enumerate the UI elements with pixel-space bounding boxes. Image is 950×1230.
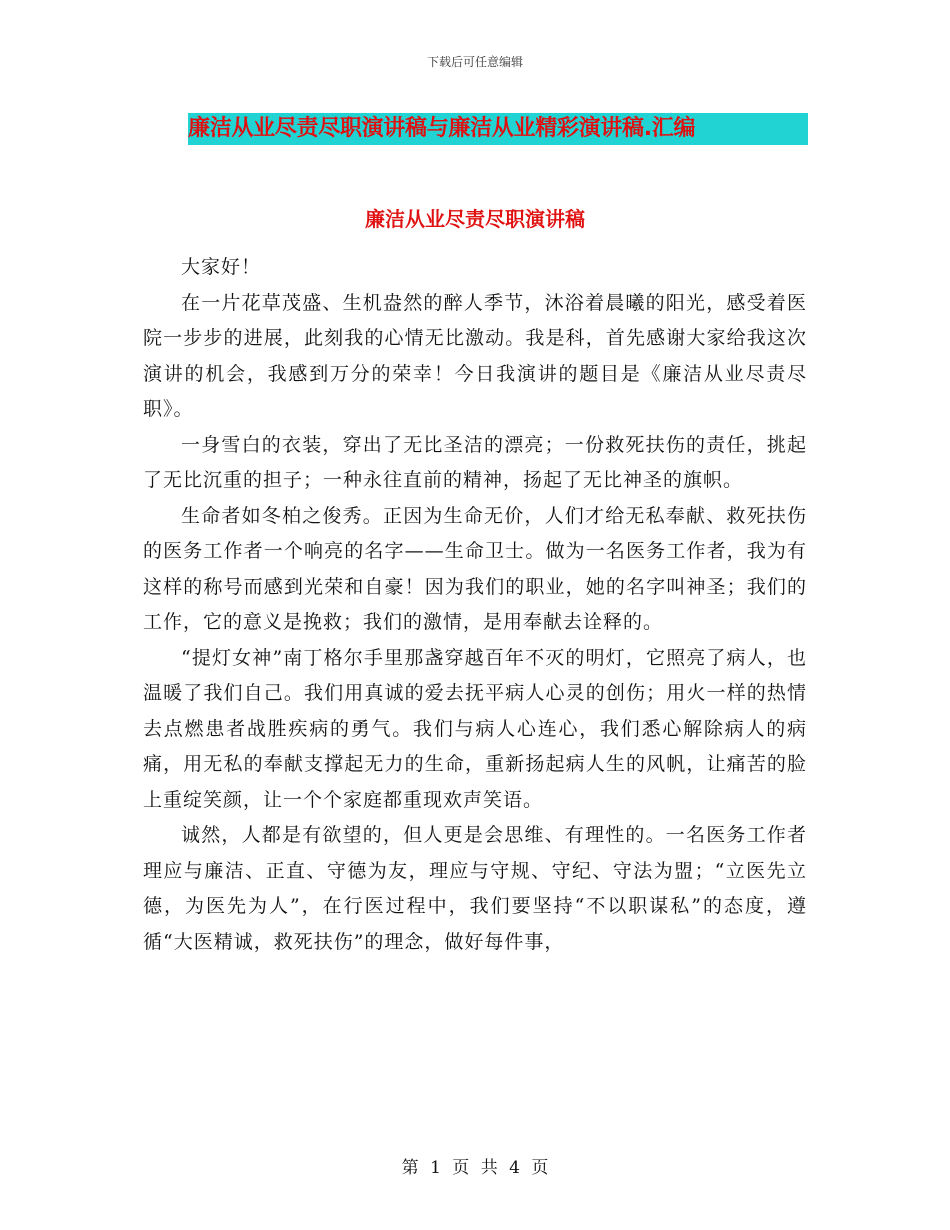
paragraph: 一身雪白的衣装，穿出了无比圣洁的漂亮；一份救死扶伤的责任，挑起了无比沉重的担子；一种永往直前的精神，扬起了无比神圣的旗帜。 <box>143 433 807 491</box>
paragraph-greeting: 大家好！ <box>181 256 262 278</box>
paragraph: 诚然，人都是有欲望的，但人更是会思维、有理性的。一名医务工作者理应与廉洁、正直、守德为友，理应与守规、守纪、守法为盟；“立医先立德，为医先为人”，在行医过程中，我们要坚持“不以职谋私”的态度，遵循“大医精诚，救死扶伤”的理念，做好每件事， <box>143 824 807 953</box>
section-title: 廉洁从业尽责尽职演讲稿 <box>365 207 585 231</box>
paragraph: 在一片花草茂盛、生机盎然的醉人季节，沐浴着晨曦的阳光，感受着医院一步步的进展，此刻我的心情无比激动。我是科，首先感谢大家给我这次演讲的机会，我感到万分的荣幸！今日我演讲的题目是《廉洁从业尽责尽职》。 <box>143 291 807 420</box>
page-header-note: 下载后可任意编辑 <box>426 55 523 69</box>
paragraph: 生命者如冬柏之俊秀。正因为生命无价，人们才给无私奉献、救死扶伤的医务工作者一个响亮的名字——生命卫士。做为一名医务工作者，我为有这样的称号而感到光荣和自豪！因为我们的职业，她的名字叫神圣；我们的工作，它的意义是挽救；我们的激情，是用奉献去诠释的。 <box>143 504 807 633</box>
document-title-highlight <box>188 113 808 145</box>
paragraph: “提灯女神”南丁格尔手里那盏穿越百年不灭的明灯，它照亮了病人，也温暖了我们自己。我们用真诚的爱去抚平病人心灵的创伤；用火一样的热情去点燃患者战胜疾病的勇气。我们与病人心连心，我们悉心解除病人的病痛，用无私的奉献支撑起无力的生命，重新扬起病人生的风帆，让痛苦的脸上重绽笑颜，让一个个家庭都重现欢声笑语。 <box>143 646 807 811</box>
document-body <box>143 250 807 960</box>
document-title: 廉洁从业尽责尽职演讲稿与廉洁从业精彩演讲稿.汇编 <box>188 116 696 141</box>
page-number-footer: 第 1 页 共 4 页 <box>401 1158 549 1178</box>
